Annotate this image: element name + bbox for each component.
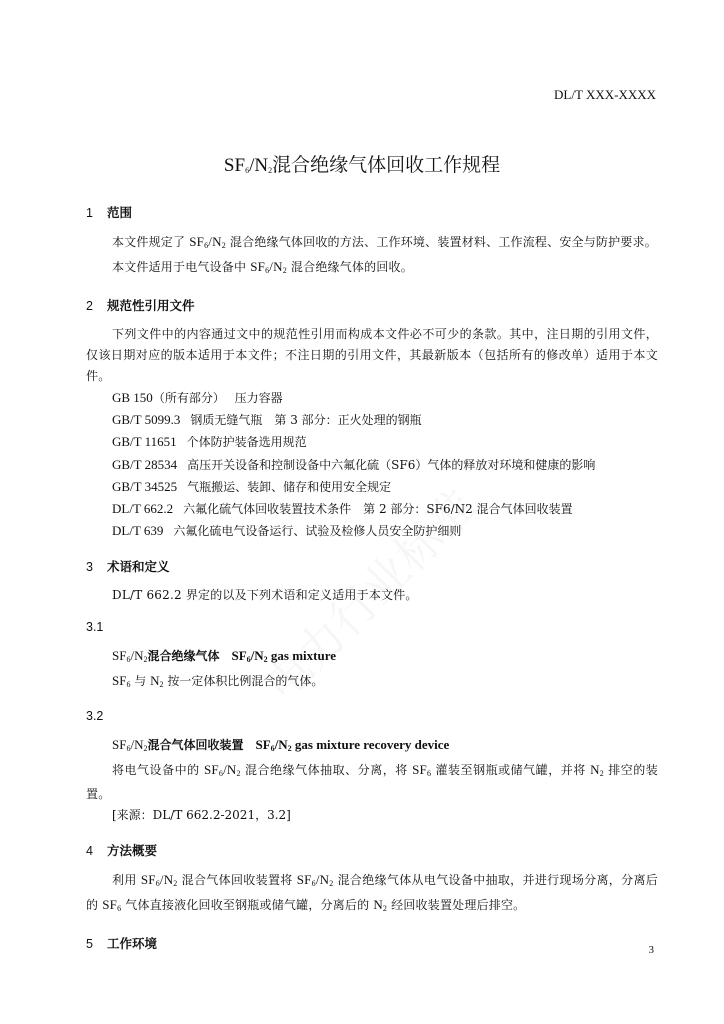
term-3-1-title: $SF_6/N_2$混合绝缘气体 $SF_6/N_2$ gas mixture — [112, 648, 337, 665]
reference-item: GB/T 11651 个体防护装备选用规范 — [112, 434, 307, 450]
section-4-heading: 4 方法概要 — [86, 843, 158, 859]
reference-item: GB/T 5099.3 钢质无缝气瓶 第 3 部分：正火处理的钢瓶 — [112, 412, 422, 428]
section-3-intro: DL/T 662.2 界定的以及下列术语和定义适用于本文件。 — [112, 588, 418, 603]
document-body — [86, 204, 658, 953]
page-number: 3 — [648, 944, 654, 956]
section-3-heading: 3 术语和定义 — [86, 559, 170, 575]
term-3-2-title: $SF_6/N_2$混合气体回收装置 $SF_6/N_2$ gas mixture recovery device — [112, 737, 450, 754]
section-1-heading: 1 范围 — [86, 205, 133, 220]
section-5-heading: 5 工作环境 — [86, 936, 158, 952]
section-4-paragraph: 利用 $SF_6/N_2$ 混合气体回收装置将 $SF_6/N_2$ 混合绝缘气体从电气设备中抽取，并进行现场分离，分离后的 $SF_6$ 气体直接液化回收至钢瓶或储气罐，分离后的 $N_2$ 经回收装置处理后排空。 — [86, 872, 658, 914]
section-1-paragraph-2: 本文件适用于电气设备中 $SF_6/N_2$ 混合绝缘气体的回收。 — [112, 259, 413, 275]
document-code: DL/T XXX-XXXX — [554, 87, 656, 102]
section-2-heading: 2 规范性引用文件 — [86, 298, 195, 313]
term-3-2-definition: 将电气设备中的 $SF_6/N_2$ 混合绝缘气体抽取、分离，将 $SF_6$ 灌装至钢瓶或储气罐，并将 $N_2$ 排空的装置。 — [86, 762, 658, 802]
section-2-intro: 下列文件中的内容通过文中的规范性引用而构成本文件必不可少的条款。其中，注日期的引用文件，仅该日期对应的版本适用于本文件；不注日期的引用文件，其最新版本（包括所有的修改单）适用于本文件。 — [86, 327, 658, 383]
document-title — [0, 150, 724, 177]
term-3-1-number: 3.1 — [86, 620, 104, 635]
term-3-2-source: [来源：DL/T 662.2-2021，3.2] — [112, 808, 291, 823]
reference-item: GB/T 34525 气瓶搬运、装卸、储存和使用安全规定 — [112, 478, 392, 494]
reference-list — [86, 387, 658, 542]
reference-item: GB 150（所有部分） 压力容器 — [112, 390, 283, 405]
reference-item: DL/T 639 六氟化硫电气设备运行、试验及检修人员安全防护细则 — [112, 523, 462, 539]
reference-item: GB/T 28534 高压开关设备和控制设备中六氟化硫（SF6）气体的释放对环境和健康的影响 — [112, 456, 596, 472]
term-3-2-number: 3.2 — [86, 709, 104, 724]
section-1-paragraph-1: 本文件规定了 $SF_6/N_2$ 混合绝缘气体回收的方法、工作环境、装置材料、工作流程、安全与防护要求。 — [112, 234, 657, 250]
term-3-1-definition: $SF_6$ 与 $N_2$ 按一定体积比例混合的气体。 — [112, 673, 324, 690]
title-text: 混合绝缘气体回收工作规程 — [272, 154, 501, 176]
title-formula: $SF_6/N_2$ — [223, 155, 273, 176]
reference-item: DL/T 662.2 六氟化硫气体回收装置技术条件 第 2 部分：SF6/N2 混合气体回收装置 — [112, 501, 573, 517]
